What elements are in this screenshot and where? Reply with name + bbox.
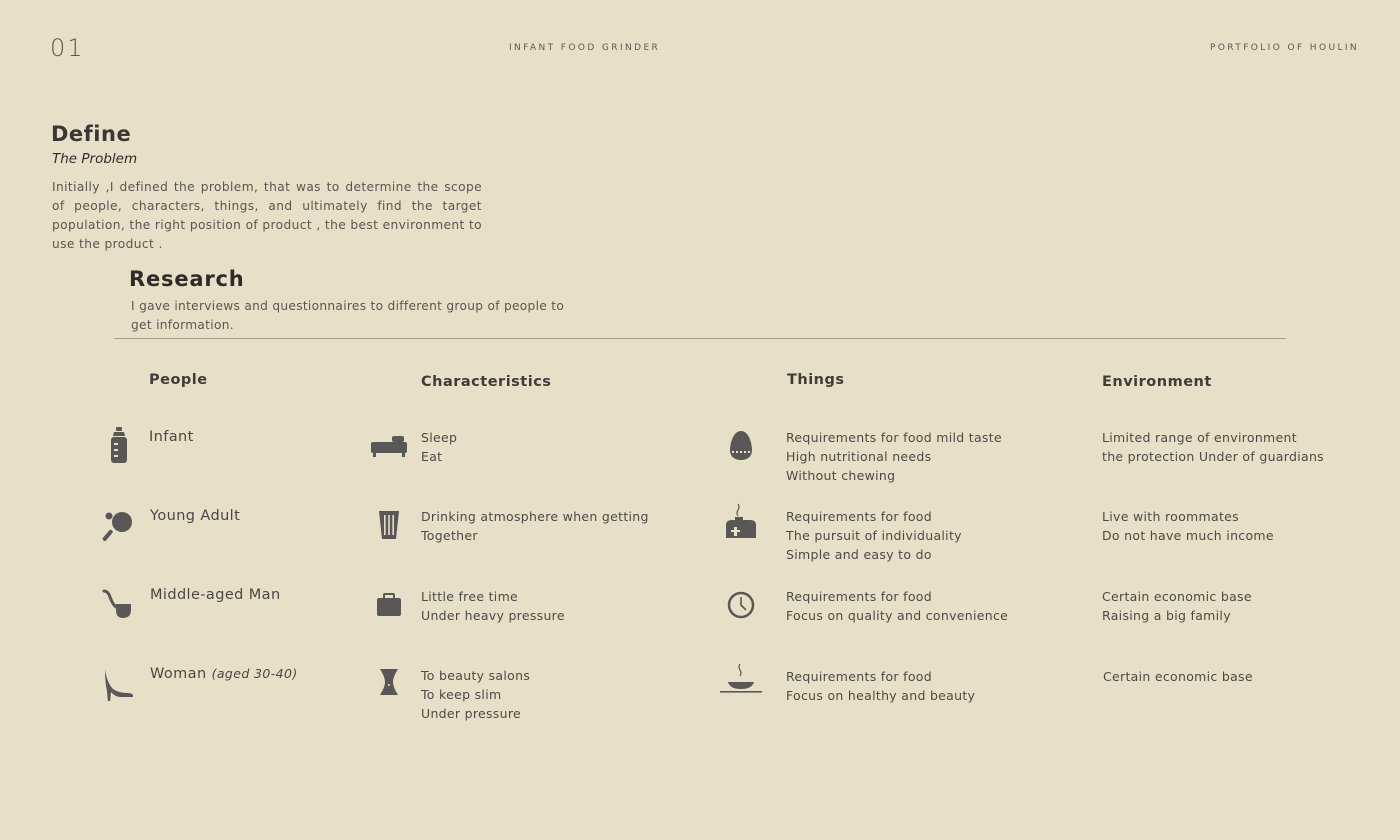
glass-icon [370, 505, 408, 543]
define-subtitle: The Problem [52, 151, 138, 167]
define-paragraph: Initially ,I defined the problem, that was to determine the scope of people, characters, things, and ultimately find the target population, the right position of product , the best environment to use the product . [52, 180, 482, 251]
egg-timer-icon [722, 426, 760, 464]
person-woman-label: Woman [150, 666, 207, 682]
research-heading: Research [129, 267, 245, 291]
toaster-icon [722, 503, 760, 541]
person-woman-age-note: (aged 30-40) [211, 666, 298, 681]
person-middle-aged-man: Middle-aged Man [150, 587, 281, 603]
baby-bottle-icon [100, 426, 138, 464]
clock-icon [722, 586, 760, 624]
column-header-things: Things [787, 372, 845, 388]
things-young-adult: Requirements for food The pursuit of individuality Simple and easy to do [786, 509, 962, 562]
high-heel-icon [100, 663, 138, 701]
environment-middle-aged-man: Certain economic base Raising a big family [1102, 589, 1252, 623]
bed-icon [370, 426, 408, 464]
page-number: 01 [50, 34, 85, 62]
characteristics-middle-aged-man: Little free time Under heavy pressure [421, 589, 565, 623]
things-middle-aged-man: Requirements for food Focus on quality and convenience [786, 589, 1009, 623]
things-infant: Requirements for food mild taste High nutritional needs Without chewing [786, 430, 1002, 483]
characteristics-woman: To beauty salons To keep slim Under pressure [421, 668, 531, 721]
environment-young-adult: Live with roommates Do not have much income [1102, 509, 1274, 543]
characteristics-infant: Sleep Eat [421, 430, 458, 464]
environment-woman: Certain economic base [1103, 669, 1253, 684]
briefcase-icon [370, 586, 408, 624]
person-young-adult: Young Adult [150, 508, 241, 524]
ping-pong-icon [100, 505, 138, 543]
person-woman [150, 666, 298, 682]
divider-line [114, 338, 1286, 339]
research-paragraph: I gave interviews and questionnaires to different group of people to get information. [131, 299, 565, 332]
column-header-environment: Environment [1102, 374, 1212, 390]
pipe-icon [100, 585, 138, 623]
characteristics-young-adult: Drinking atmosphere when getting Together [421, 509, 649, 543]
portfolio-label: PORTFOLIO OF HOULIN [1210, 43, 1360, 53]
project-title: INFANT FOOD GRINDER [509, 43, 661, 53]
define-heading: Define [51, 122, 132, 146]
column-header-people: People [149, 372, 208, 388]
things-woman: Requirements for food Focus on healthy and beauty [786, 669, 976, 703]
waist-icon [370, 663, 408, 701]
environment-infant: Limited range of environment the protection Under of guardians [1102, 430, 1324, 464]
column-header-characteristics: Characteristics [421, 374, 552, 390]
person-infant: Infant [149, 429, 194, 445]
steaming-dish-icon [718, 662, 756, 700]
